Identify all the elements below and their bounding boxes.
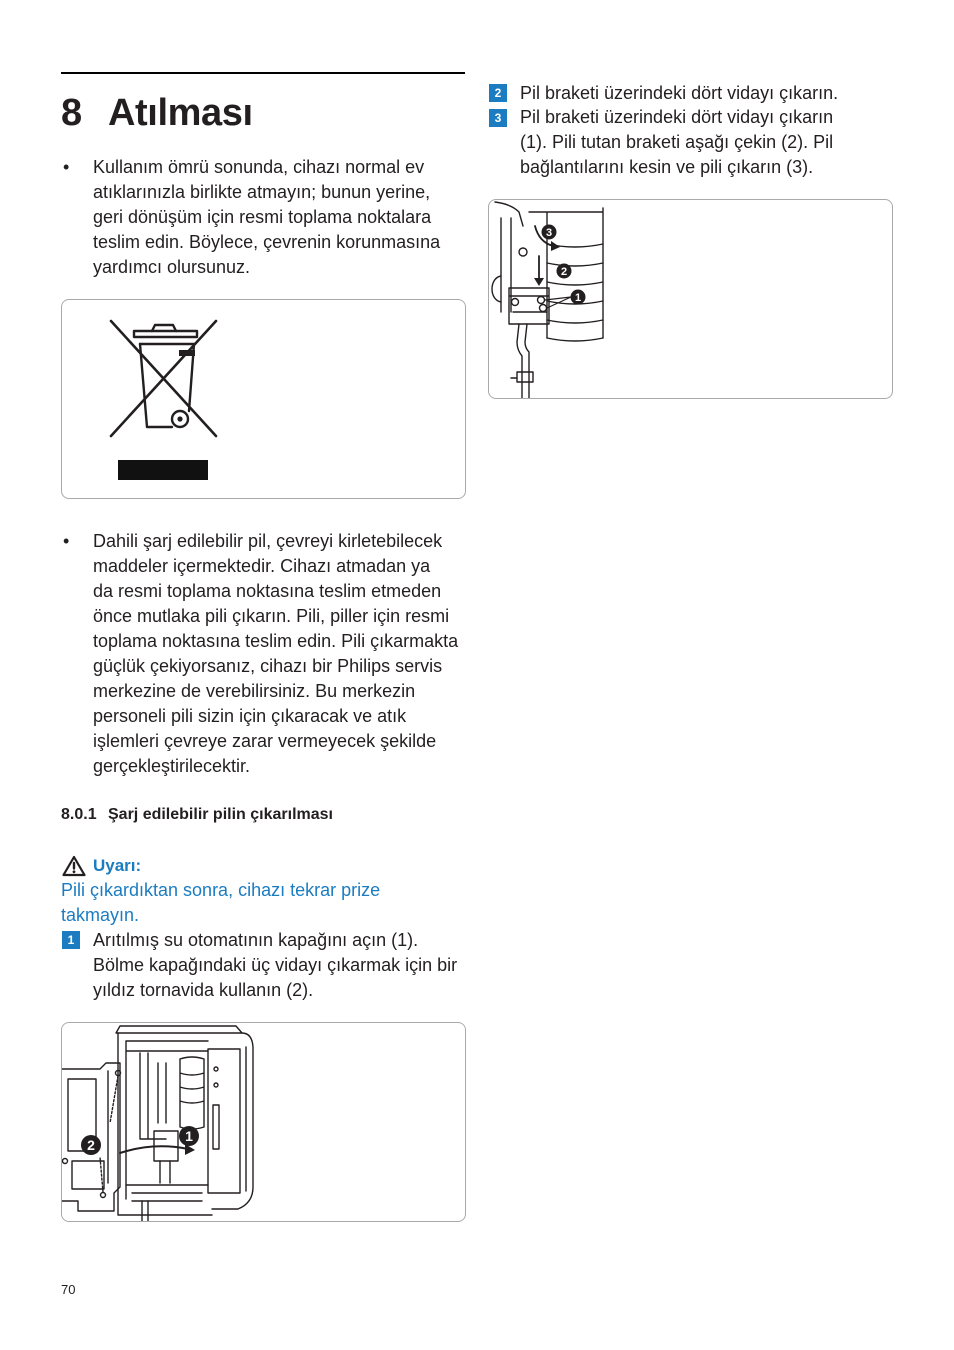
step-number-badge: 1 — [62, 931, 80, 949]
section-number: 8 — [61, 92, 82, 134]
panel-button — [214, 1067, 218, 1071]
bin-lid — [134, 331, 197, 337]
warning-text: Pili çıkardıktan sonra, cihazı tekrar prize takmayın. — [61, 880, 381, 925]
outlet-hose — [142, 1201, 148, 1221]
figure-disposal-symbol — [61, 299, 466, 499]
appliance-left-side — [118, 1033, 212, 1215]
bracket-screw — [538, 297, 545, 304]
callout-1 — [179, 1126, 199, 1146]
bin-wheel-hub — [177, 416, 182, 421]
callout-number: 1 — [185, 1128, 193, 1144]
battery-bracket-illustration — [489, 200, 892, 398]
crossed-out-wheeled-bin-icon — [62, 300, 465, 498]
callout-1 — [571, 290, 586, 305]
section-title: Atılması — [108, 92, 253, 134]
appliance-body — [116, 1026, 253, 1221]
warning-label: Uyarı: — [93, 856, 142, 875]
screw — [519, 248, 527, 256]
appliance-base — [126, 1161, 208, 1201]
filter-cylinder — [180, 1057, 204, 1129]
bullet-marker: • — [63, 531, 70, 551]
wire-loop — [492, 276, 501, 302]
callout-2 — [557, 264, 572, 279]
callout-number: 2 — [87, 1137, 95, 1153]
bracket-screw — [540, 305, 547, 312]
cover-screw — [101, 1193, 106, 1198]
subsection-title: Şarj edilebilir pilin çıkarılması — [108, 806, 333, 823]
panel-slot — [213, 1105, 219, 1149]
screw-leader-lines — [100, 1076, 118, 1192]
open-cover-illustration — [62, 1023, 465, 1221]
callout-2 — [81, 1135, 101, 1155]
subsection-number: 8.0.1 — [61, 806, 97, 823]
step-3-text: Pil braketi üzerindeki dört vidayı çıkarın (1). Pili tutan braketi aşağı çekin (2). Pil bağlantılarını kesin ve pili çıkarın (3). — [520, 107, 834, 177]
step-1-text: Arıtılmış su otomatının kapağını açın (1). Bölme kapağındaki üç vidayı çıkarmak için bir yıldız tornavida kullanın (2). — [93, 930, 458, 1000]
disposal-paragraph-2: Dahili şarj edilebilir pil, çevreyi kirletebilecek maddeler içermektedir. Cihazı atmadan ya da resmi toplama noktasına teslim etmeden önce mutlaka pili çıkarın. Pili, piller için resmi toplama noktasına teslim edin. Pili çıkarmakta güçlük çekiyorsanız, cihazı bir Philips servis merkezine de verebilirsiniz. Bu merkezin personeli pili sizin için çıkaracak ve atık işlemleri çevreye zarar vermeyecek şekilde gerçekleştirilecektir. — [93, 531, 459, 776]
callout-number: 3 — [545, 227, 553, 239]
section-top-rule — [61, 72, 465, 74]
appliance-right-side — [212, 1033, 253, 1209]
page-number: 70 — [61, 1282, 76, 1297]
pull-down-arrow-head — [534, 278, 544, 286]
callout-number: 1 — [574, 292, 582, 304]
cable-connector — [517, 372, 533, 382]
cover-screw — [63, 1159, 68, 1164]
warning-triangle-icon — [62, 855, 86, 877]
figure-open-cover — [61, 1022, 466, 1222]
panel-button — [214, 1083, 218, 1087]
step-2-text: Pil braketi üzerindeki dört vidayı çıkarın. — [520, 83, 839, 103]
interior-tubes — [140, 1053, 166, 1139]
callout-number: 2 — [560, 266, 568, 278]
figure-battery-bracket — [488, 199, 893, 399]
top-clip — [495, 202, 523, 226]
black-bar — [118, 460, 208, 480]
appliance-top — [116, 1026, 242, 1033]
warning-exclamation-dot — [73, 870, 76, 873]
callout-3 — [542, 225, 557, 240]
interior-frame — [126, 1041, 208, 1199]
bracket-screw — [512, 299, 519, 306]
cover-details — [68, 1071, 108, 1189]
step-number-badge: 3 — [489, 109, 507, 127]
bullet-marker: • — [63, 157, 70, 177]
disposal-paragraph-1: Kullanım ömrü sonunda, cihazı normal ev atıklarınızla birlikte atmayın; bunun yerine, geri dönüşüm için resmi toplama noktalara teslim edin. Böylece, çevrenin korunmasına yardımcı olursunuz. — [93, 157, 441, 277]
step-number-badge: 2 — [489, 84, 507, 102]
cable — [517, 324, 529, 398]
cross-lines — [111, 321, 216, 436]
